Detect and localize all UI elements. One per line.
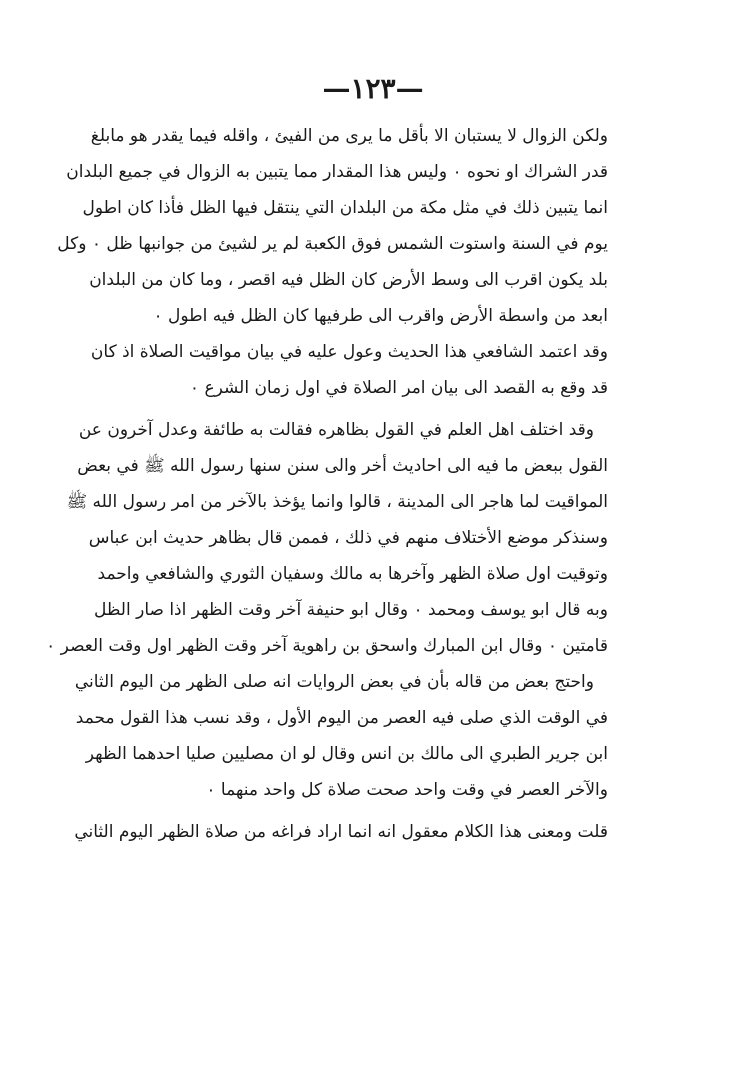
text-line: والآخر العصر في وقت واحد صحت صلاة كل واحد منهما ٠: [206, 780, 608, 800]
text-line: قدر الشراك او نحوه ٠ وليس هذا المقدار مما يتبين به الزوال في جميع البلدان: [66, 162, 608, 182]
text-line: ولكن الزوال لا يستبان الا بأقل ما يرى من الفيئ ، واقله فيما يقدر هو مابلغ: [90, 126, 608, 146]
text-line: وقد اعتمد الشافعي هذا الحديث وعول عليه في بيان مواقيت الصلاة اذ كان: [90, 342, 608, 362]
text-line: وتوقيت اول صلاة الظهر وآخرها به مالك وسفيان الثوري والشافعي واحمد: [97, 564, 608, 584]
page-number: —١٢٣—: [322, 72, 424, 105]
text-line: بلد يكون اقرب الى وسط الأرض كان الظل فيه اقصر ، وما كان من البلدان: [89, 270, 608, 290]
text-line: انما يتبين ذلك في مثل مكة من البلدان التي ينتقل فيها الظل فأذا كان اطول: [82, 198, 608, 218]
text-line: يوم في السنة واستوت الشمس فوق الكعبة لم ير لشيئ من جوانبها ظل ٠ وكل: [57, 234, 608, 254]
text-line: ابن جرير الطبري الى مالك بن انس وقال لو ان مصليين صليا احدهما الظهر: [85, 744, 608, 764]
text-line: القول ببعض ما فيه الى احاديث أخر والى سنن سنها رسول الله ﷺ في بعض: [77, 456, 608, 476]
body-text: [46, 118, 608, 850]
text-line: ابعد من واسطة الأرض واقرب الى طرفيها كان الظل فيه اطول ٠: [153, 306, 608, 326]
text-line: وسنذكر موضع الأختلاف منهم في ذلك ، فممن قال بظاهر حديث ابن عباس: [88, 528, 608, 548]
text-line: قامتين ٠ وقال ابن المبارك واسحق بن راهوية آخر وقت الظهر اول وقت العصر ٠: [46, 636, 608, 656]
text-line: وقد اختلف اهل العلم في القول بظاهره فقالت به طائفة وعدل آخرون عن: [78, 420, 594, 440]
text-line: واحتج بعض من قاله بأن في بعض الروايات انه صلى الظهر من اليوم الثاني: [74, 672, 594, 692]
text-line: المواقيت لما هاجر الى المدينة ، قالوا وانما يؤخذ بالآخر من امر رسول الله ﷺ: [66, 492, 608, 512]
text-line: قد وقع به القصد الى بيان امر الصلاة في اول زمان الشرع ٠: [189, 378, 608, 398]
text-line: في الوقت الذي صلى فيه العصر من اليوم الأول ، وقد نسب هذا القول محمد: [75, 708, 608, 728]
text-line: وبه قال ابو يوسف ومحمد ٠ وقال ابو حنيفة آخر وقت الظهر اذا صار الظل: [93, 600, 608, 620]
text-line: قلت ومعنى هذا الكلام معقول انه انما اراد فراغه من صلاة الظهر اليوم الثاني: [74, 822, 608, 842]
